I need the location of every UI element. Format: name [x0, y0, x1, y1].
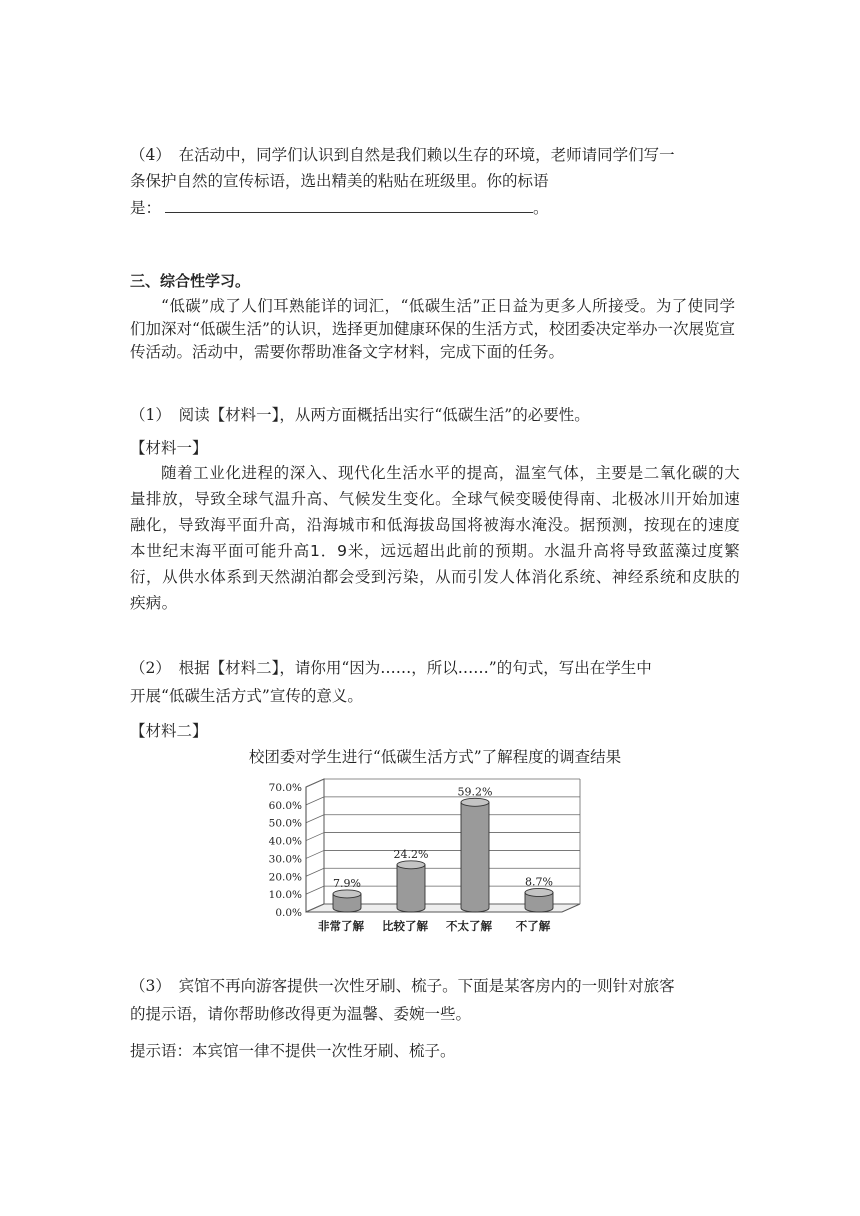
q4-answer-prefix: 是：	[130, 199, 162, 217]
chart-side-wall	[306, 779, 324, 912]
y-tick-label: 20.0%	[268, 871, 302, 884]
bar	[397, 865, 425, 912]
y-tick-label: 60.0%	[268, 799, 302, 812]
y-tick-label: 0.0%	[275, 907, 302, 919]
q4-answer-line	[130, 197, 549, 219]
bar-value-label: 7.9%	[333, 876, 361, 890]
category-label: 不太了解	[446, 919, 492, 933]
y-tick-label: 30.0%	[268, 853, 302, 866]
y-tick-label: 10.0%	[268, 889, 302, 902]
bar-top	[397, 861, 425, 869]
bar-value-label: 8.7%	[525, 875, 553, 889]
bar-value-label: 24.2%	[393, 847, 429, 861]
q3-line-2: 的提示语，请你帮助修改得更为温馨、委婉一些。	[130, 1005, 472, 1023]
bar-top	[461, 798, 489, 806]
chart-svg	[262, 772, 598, 940]
bar-value-label: 59.2%	[457, 785, 493, 799]
material1-label: 【材料一】	[130, 439, 208, 457]
q3-notice: 提示语：本宾馆一律不提供一次性牙刷、梳子。	[130, 1042, 456, 1060]
category-label: 不了解	[515, 919, 551, 933]
survey-bar-chart	[262, 772, 598, 940]
material2-label: 【材料二】	[130, 722, 208, 740]
section-heading: 三、综合性学习。	[130, 272, 251, 290]
q4-answer-blank[interactable]	[165, 197, 533, 213]
y-tick-label: 40.0%	[268, 835, 302, 848]
q2-line-2: 开展“低碳生活方式”宣传的意义。	[130, 687, 363, 705]
category-label: 非常了解	[318, 919, 364, 933]
q2-line-1: （2） 根据【材料二】，请你用“因为……，所以……”的句式，写出在学生中	[130, 659, 652, 677]
bar-top	[525, 888, 553, 896]
q3-line-1: （3） 宾馆不再向游客提供一次性牙刷、梳子。下面是某客房内的一则针对旅客	[130, 977, 675, 995]
q1-prompt: （1） 阅读【材料一】，从两方面概括出实行“低碳生活”的必要性。	[130, 406, 590, 424]
material1-text: 随着工业化进程的深入、现代化生活水平的提高，温室气体，主要是二氧化碳的大量排放，导致全球气温升高、气候发生变化。全球气候变暖使得南、北极冰川开始加速融化，导致海平面升高，沿海城市和低海拔岛国将被海水淹没。据预测，按现在的速度本世纪末海平面可能升高1．9米，远远超出此前的预期。水温升高将导致蓝藻过度繁衍，从供水体系到天然湖泊都会受到污染，从而引发人体消化系统、神经系统和皮肤的疾病。	[130, 464, 740, 612]
section-intro: “低碳”成了人们耳熟能详的词汇，“低碳生活”正日益为更多人所接受。为了使同学们加深对“低碳生活”的认识，选择更加健康环保的生活方式，校团委决定举办一次展览宣传活动。活动中，需要你帮助准备文字材料，完成下面的任务。	[130, 297, 735, 361]
q4-line-1: （4） 在活动中，同学们认识到自然是我们赖以生存的环境，老师请同学们写一	[130, 146, 675, 164]
q4-line-2: 条保护自然的宣传标语，选出精美的粘贴在班级里。你的标语	[130, 172, 549, 190]
bar	[461, 802, 489, 912]
q4-answer-suffix: 。	[533, 199, 549, 217]
bar-top	[333, 890, 361, 898]
y-tick-label: 70.0%	[268, 782, 302, 794]
category-label: 比较了解	[382, 919, 428, 933]
chart-title: 校团委对学生进行“低碳生活方式”了解程度的调查结果	[248, 748, 622, 766]
y-tick-label: 50.0%	[268, 817, 302, 830]
